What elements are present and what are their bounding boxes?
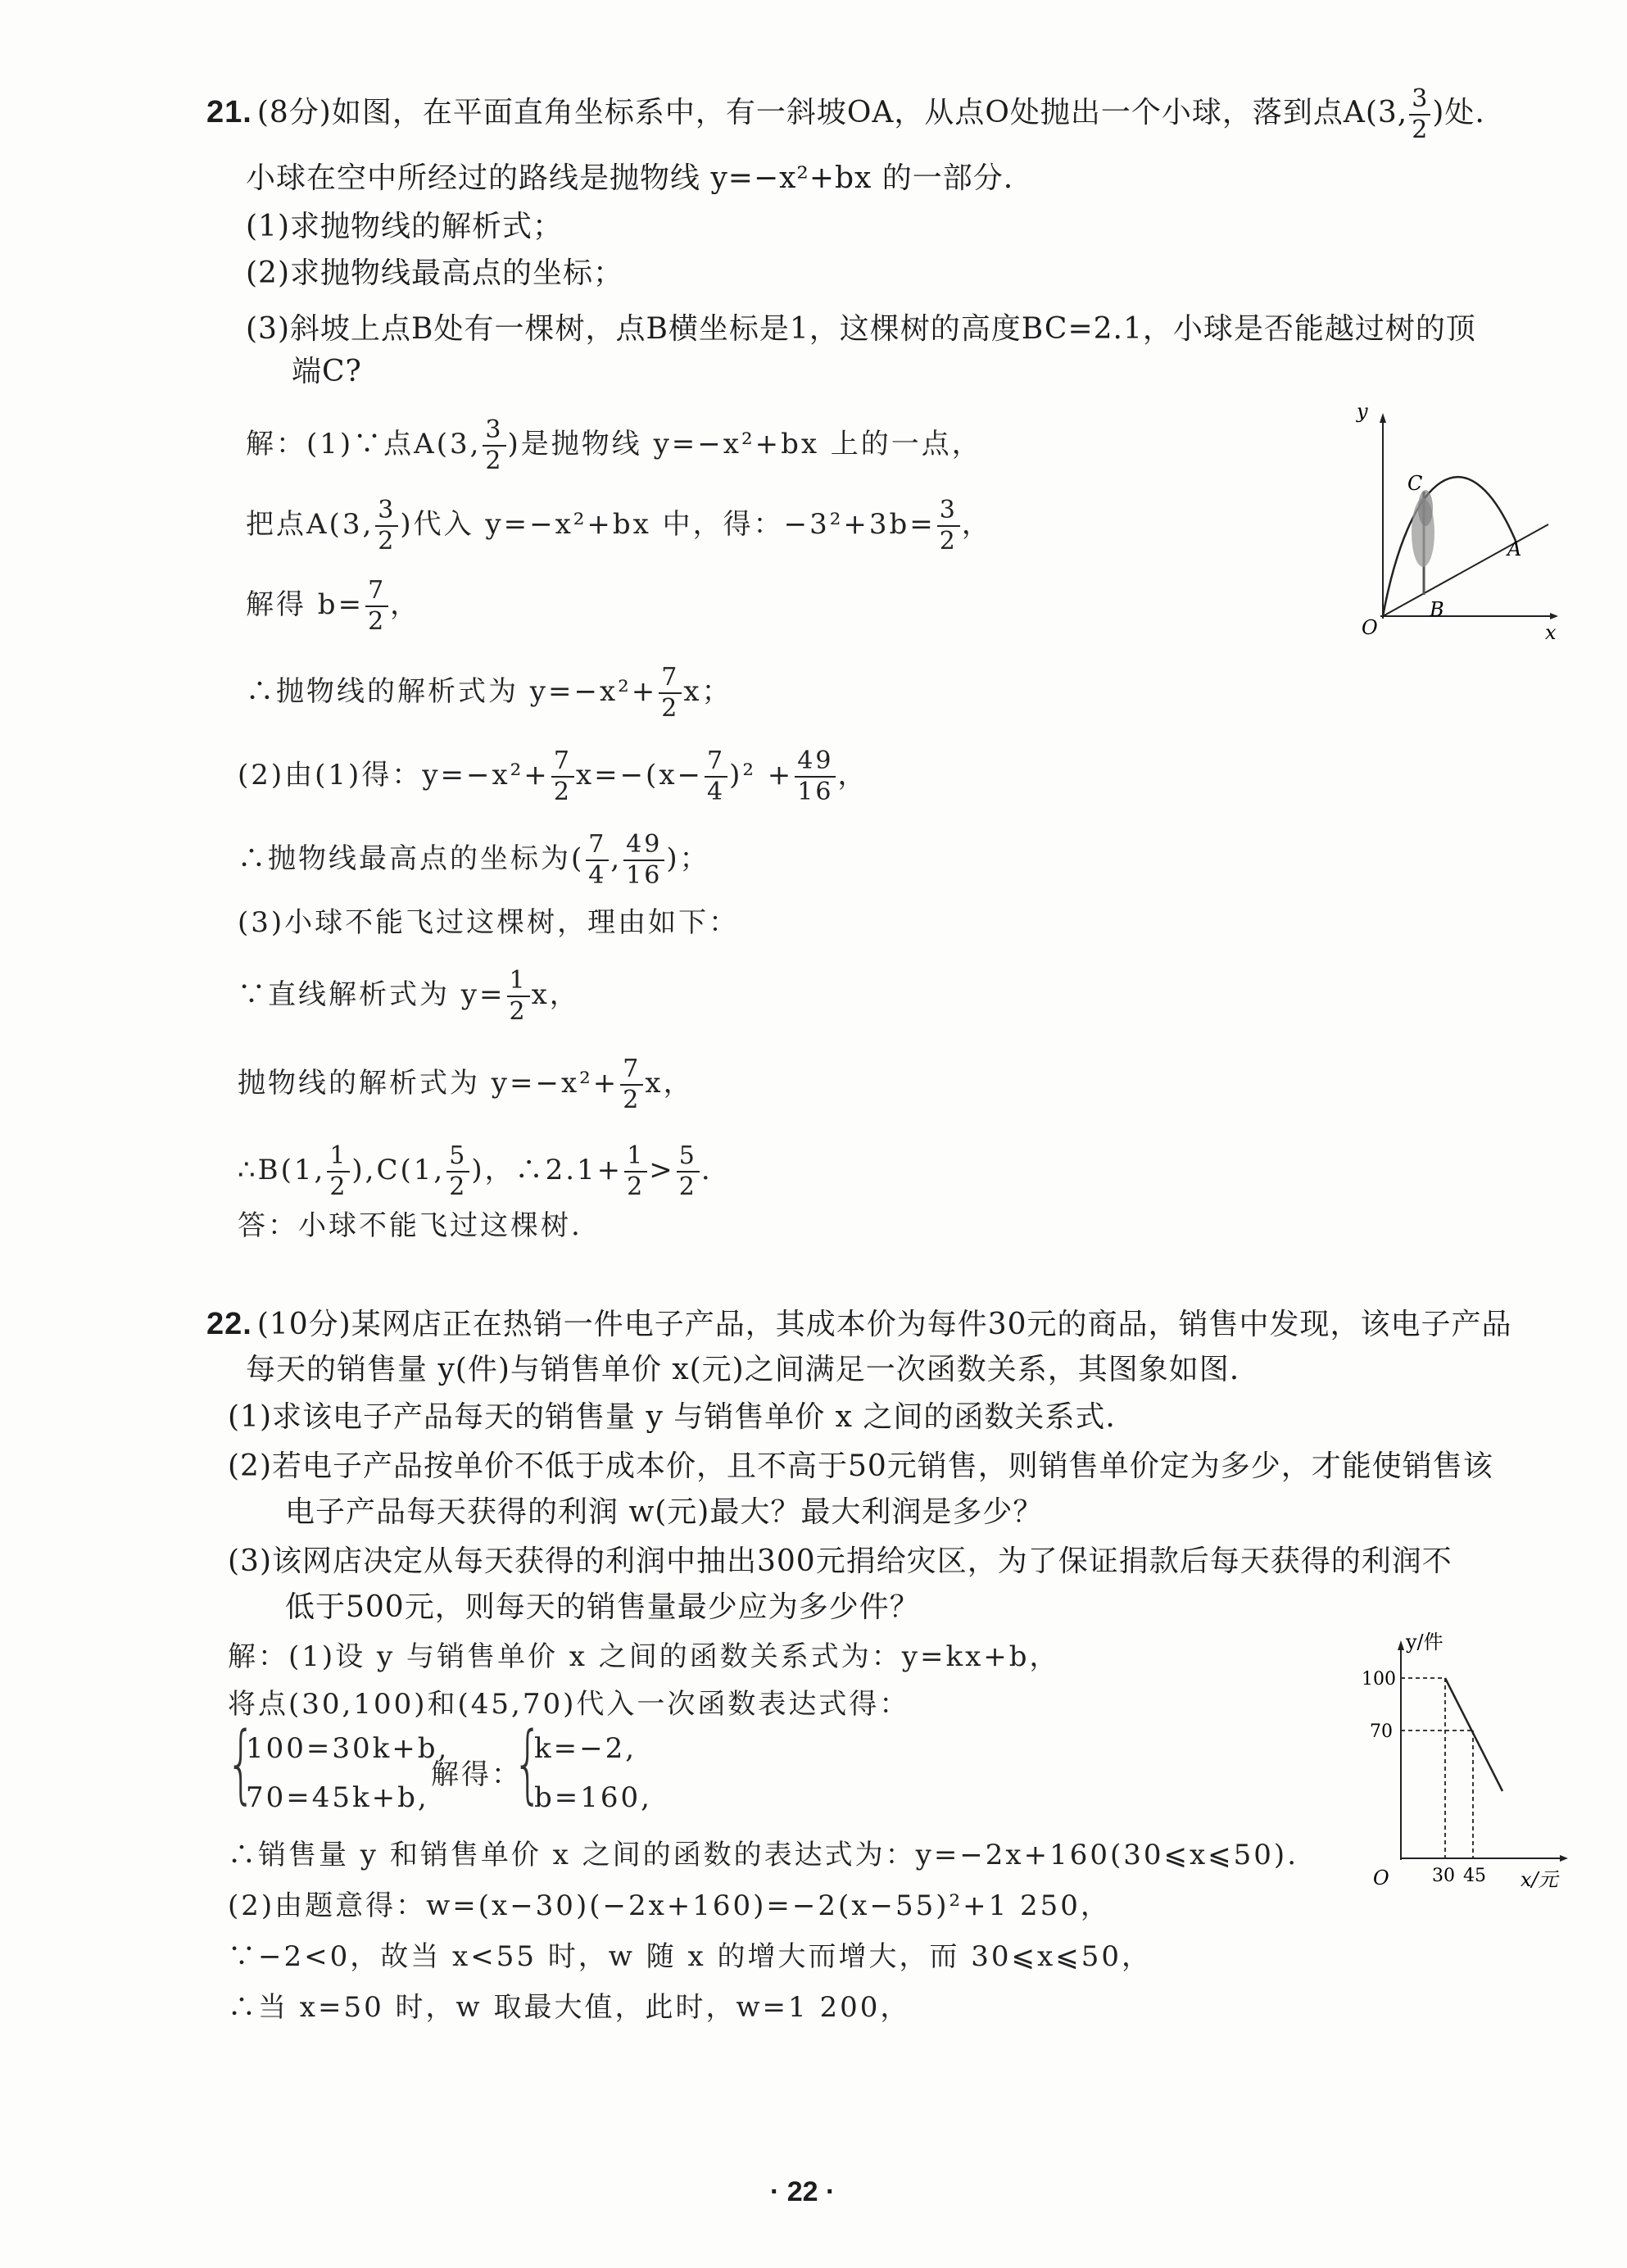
- q22-sol-line1: 解：(1)设 y 与销售单价 x 之间的函数关系式为：y=kx+b，: [228, 1640, 1060, 1673]
- y-tick-100: 100: [1362, 1669, 1396, 1690]
- fraction-7-2: $\frac{7}{2}$: [551, 749, 574, 805]
- q21-part2: (2)求抛物线最高点的坐标；: [246, 256, 623, 290]
- y-axis-arrow-icon: [1380, 413, 1386, 423]
- q22-part3-line1: (3)该网店决定从每天获得的利润中抽出300元捐给灾区，为了保证捐款后每天获得的利润不: [228, 1545, 1453, 1578]
- q21-sol-line6: ∴抛物线最高点的坐标为( $\frac{7}{4}$ , $\frac{49}{16}$ )；: [238, 830, 710, 890]
- slope-line-oa: [1383, 524, 1548, 616]
- q22-sol-line5: ∵−2<0，故当 x<55 时，w 随 x 的增大而增大，而 30⩽x⩽50，: [228, 1940, 1152, 1973]
- q21-part3-line1: (3)斜坡上点B处有一棵树，点B横坐标是1，这棵树的高度BC=2.1，小球是否能越过树的顶: [246, 312, 1476, 346]
- q22-system2-eq1: k=−2,: [534, 1732, 637, 1765]
- q22-stem-line2: 每天的销售量 y(件)与销售单价 x(元)之间满足一次函数关系，其图象如图.: [246, 1353, 1240, 1386]
- fraction-3-2: $\frac{3}{2}$: [937, 498, 960, 554]
- q22-number: 22.: [206, 1307, 252, 1341]
- sales-line: [1445, 1678, 1502, 1791]
- q21-point-b-label: B: [1430, 598, 1444, 621]
- q22-sol-line2: 将点(30,100)和(45,70)代入一次函数表达式得：: [228, 1688, 910, 1721]
- q21-sol-line8: ∵直线解析式为 y= $\frac{1}{2}$ x，: [238, 966, 580, 1026]
- q21-sol-line7: (3)小球不能飞过这棵树，理由如下：: [238, 906, 740, 939]
- q22-stem-line1: 22. (10分)某网店正在热销一件电子产品，其成本价为每件30元的商品，销售中发现，该电子产品: [206, 1307, 1512, 1341]
- q22-system1-eq1: 100=30k+b,: [246, 1732, 450, 1765]
- q22-system1-eq2: 70=45k+b,: [246, 1781, 429, 1814]
- fraction-49-16: $\frac{49}{16}$: [623, 832, 664, 888]
- fraction-1-2: $\frac{1}{2}$: [624, 1144, 647, 1200]
- q21-point-c-label: C: [1407, 472, 1423, 495]
- q22-x-axis-label: x/元: [1520, 1868, 1558, 1891]
- q21-answer: 答：小球不能飞过这棵树.: [238, 1209, 582, 1242]
- fraction-3-2: $\frac{3}{2}$: [1409, 87, 1430, 143]
- fraction-5-2: $\frac{5}{2}$: [446, 1144, 469, 1200]
- page-number: · 22 ·: [770, 2176, 836, 2207]
- q21-x-axis-label: x: [1545, 621, 1557, 644]
- q22-part2-line2: 电子产品每天获得的利润 w(元)最大？最大利润是多少？: [285, 1495, 1044, 1529]
- fraction-1-2: $\frac{1}{2}$: [507, 968, 530, 1024]
- fraction-49-16: $\frac{49}{16}$: [795, 749, 836, 805]
- fraction-3-2: $\frac{3}{2}$: [375, 498, 398, 554]
- q21-number: 21.: [206, 95, 252, 129]
- fraction-1-2: $\frac{1}{2}$: [327, 1144, 350, 1200]
- q21-sol-line3: 解得 b= $\frac{7}{2}$ ，: [246, 576, 421, 636]
- q22-sol-line3: ∴销售量 y 和销售单价 x 之间的函数的表达式为：y=−2x+160(30⩽x⩽50).: [228, 1839, 1299, 1871]
- y-tick-70: 70: [1370, 1721, 1393, 1742]
- q22-y-axis-label: y/件: [1406, 1631, 1443, 1653]
- fraction-3-2: $\frac{3}{2}$: [483, 418, 505, 474]
- q21-point-a-label: A: [1507, 538, 1522, 560]
- tree-icon: [1412, 490, 1434, 595]
- q22-solve-word: 解得：: [431, 1758, 522, 1791]
- x-axis-arrow-icon: [1560, 1855, 1568, 1862]
- q22-sol-line6: ∴当 x=50 时，w 取最大值，此时，w=1 200，: [228, 1991, 911, 2024]
- x-tick-30: 30: [1432, 1866, 1455, 1886]
- fraction-7-2: $\frac{7}{2}$: [620, 1057, 643, 1113]
- q21-sol-line4: ∴抛物线的解析式为 y=−x²+ $\frac{7}{2}$ x；: [246, 663, 732, 723]
- q22-sol-line4: (2)由题意得：w=(x−30)(−2x+160)=−2(x−55)²+1 250，: [228, 1889, 1111, 1922]
- y-axis-arrow-icon: [1398, 1640, 1404, 1650]
- q21-sol-line1: 解：(1)∵点A(3, $\frac{3}{2}$ )是抛物线 y=−x²+bx 上的一点，: [246, 415, 982, 475]
- q21-y-axis-label: y: [1357, 401, 1368, 423]
- q21-stem-line2: 小球在空中所经过的路线是抛物线 y=−x²+bx 的一部分.: [246, 161, 1014, 195]
- q21-sol-line10: ∴B(1, $\frac{1}{2}$ ),C(1, $\frac{5}{2}$ )，∴2.1+ $\frac{1}{2}$ > $\frac{5}{2}$ .: [238, 1141, 713, 1201]
- q21-sol-line9: 抛物线的解析式为 y=−x²+ $\frac{7}{2}$ x，: [238, 1055, 694, 1114]
- q22-system2-eq2: b=160,: [534, 1781, 652, 1814]
- fraction-7-2: $\frac{7}{2}$: [659, 665, 682, 721]
- q21-part3-line2: 端C?: [292, 355, 362, 388]
- q21-origin-label: O: [1362, 616, 1378, 639]
- q21-parabola-figure: [1344, 401, 1573, 647]
- q22-part1: (1)求该电子产品每天的销售量 y 与销售单价 x 之间的函数关系式.: [228, 1400, 1116, 1434]
- q22-part3-line2: 低于500元，则每天的销售量最少应为多少件？: [285, 1590, 920, 1624]
- parabola-curve: [1383, 477, 1516, 616]
- q22-origin-label: O: [1373, 1867, 1389, 1889]
- q21-sol-line5: (2)由(1)得：y=−x²+ $\frac{7}{2}$ x=−(x− $\frac{7}{4}$ )² + $\frac{49}{16}$ ，: [238, 746, 868, 806]
- x-tick-45: 45: [1463, 1866, 1486, 1886]
- x-axis-arrow-icon: [1550, 613, 1558, 619]
- fraction-7-4: $\frac{7}{4}$: [705, 749, 727, 805]
- q21-part1: (1)求抛物线的解析式；: [246, 210, 563, 243]
- fraction-7-4: $\frac{7}{4}$: [586, 832, 609, 888]
- left-brace-system2: {: [513, 1713, 543, 1813]
- q21-sol-line2: 把点A(3, $\frac{3}{2}$ )代入 y=−x²+bx 中，得：−3²+3b= $\frac{3}{2}$ ，: [246, 496, 992, 556]
- q21-stem-line1: 21. (8分)如图，在平面直角坐标系中，有一斜坡OA，从点O处抛出一个小球，落到点A(3, $\frac{3}{2}$ )处.: [206, 84, 1485, 144]
- fraction-7-2: $\frac{7}{2}$: [365, 578, 388, 634]
- fraction-5-2: $\frac{5}{2}$: [677, 1144, 700, 1200]
- q22-sales-graph: [1360, 1631, 1589, 1893]
- left-brace-system1: {: [226, 1713, 256, 1813]
- q22-part2-line1: (2)若电子产品按单价不低于成本价，且不高于50元销售，则销售单价定为多少，才能使销售该: [228, 1449, 1493, 1483]
